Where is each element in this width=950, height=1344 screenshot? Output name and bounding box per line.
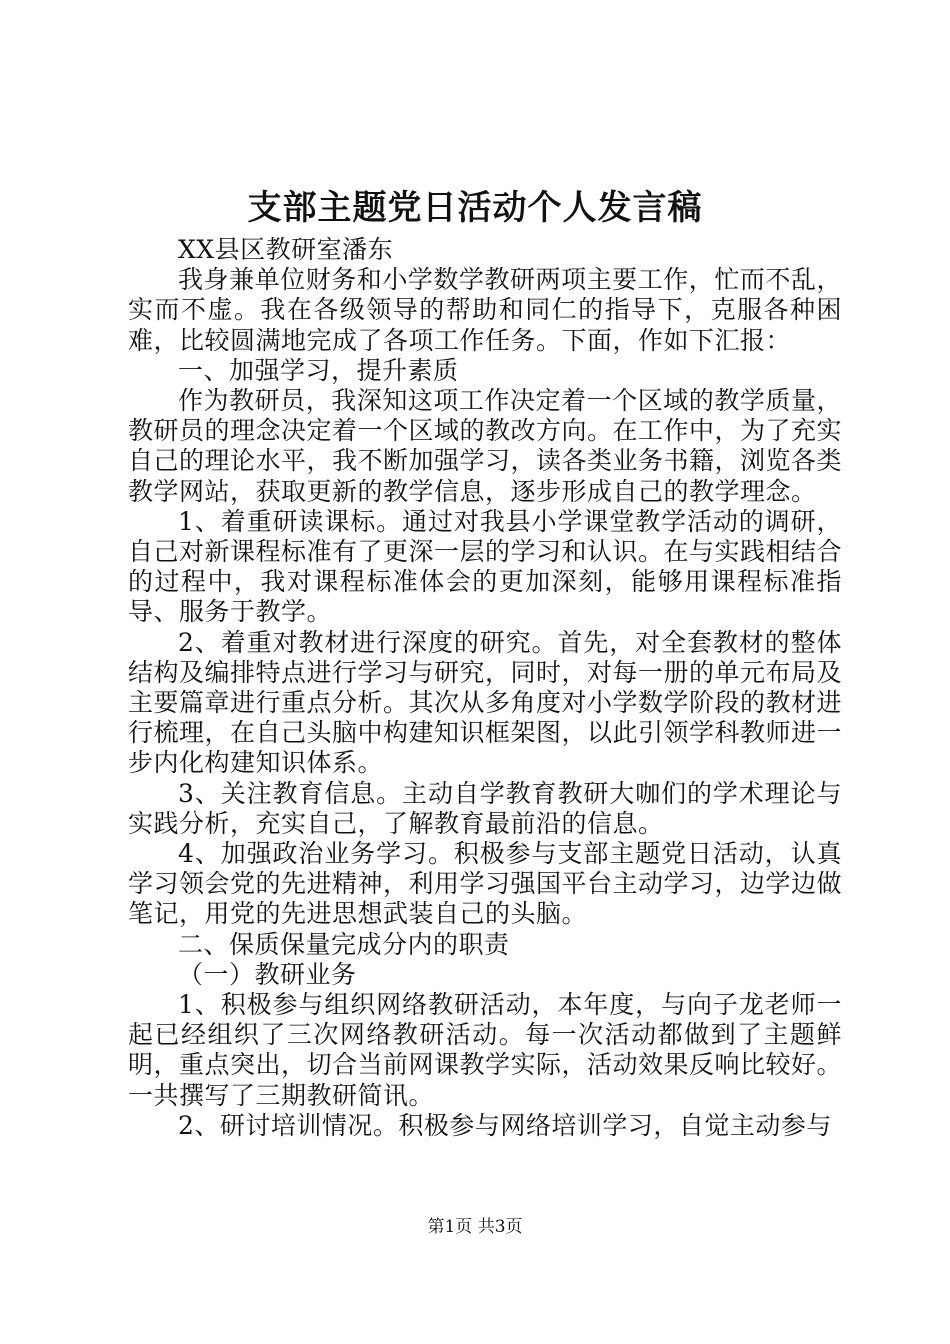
paragraph: 我身兼单位财务和小学数学教研两项主要工作，忙而不乱，实而不虚。我在各级领导的帮助和同仁的指导下，克服各种困难，比较圆满地完成了各项工作任务。下面，作如下汇报：: [128, 265, 842, 355]
paragraph: 作为教研员，我深知这项工作决定着一个区域的教学质量，教研员的理念决定着一个区域的教改方向。在工作中，为了充实自己的理论水平，我不断加强学习，读各类业务书籍，浏览各类教学网站，获取更新的教学信息，逐步形成自己的教学理念。: [128, 386, 843, 506]
document-title: 支部主题党日活动个人发言稿: [247, 188, 703, 228]
page-footer: 第1页 共3页: [427, 1217, 523, 1237]
paragraph: 1、积极参与组织网络教研活动，本年度，与向子龙老师一起已经组织了三次网络教研活动。每一次活动都做到了主题鲜明，重点突出，切合当前网课教学实际，活动效果反响比较好。一共撰写了三期教研简讯。: [128, 990, 843, 1110]
paragraph: 3、关注教育信息。主动自学教育教研大咖们的学术理论与实践分析，充实自己，了解教育最前沿的信息。: [128, 778, 842, 838]
subsection-heading: （一）教研业务: [178, 959, 357, 989]
paragraph: 2、着重对教材进行深度的研究。首先，对全套教材的整体结构及编排特点进行学习与研究，同时，对每一册的单元布局及主要篇章进行重点分析。其次从多角度对小学数学阶段的教材进行梳理，在自己头脑中构建知识框架图，以此引领学科教师进一步内化构建知识体系。: [128, 627, 843, 778]
author-line: XX县区教研室潘东: [178, 235, 394, 264]
section-heading: 二、保质保量完成分内的职责: [178, 929, 510, 959]
paragraph: 2、研讨培训情况。积极参与网络培训学习，自觉主动参与: [178, 1110, 832, 1140]
section-heading: 一、加强学习，提升素质: [178, 355, 459, 385]
paragraph: 1、着重研读课标。通过对我县小学课堂教学活动的调研，自己对新课程标准有了更深一层的学习和认识。在与实践相结合的过程中，我对课程标准体会的更加深刻，能够用课程标准指导、服务于教学。: [128, 506, 843, 627]
document-body: [128, 235, 842, 1141]
paragraph: 4、加强政治业务学习。积极参与支部主题党日活动，认真学习领会党的先进精神，利用学习强国平台主动学习，边学边做笔记，用党的先进思想武装自己的头脑。: [128, 839, 843, 929]
